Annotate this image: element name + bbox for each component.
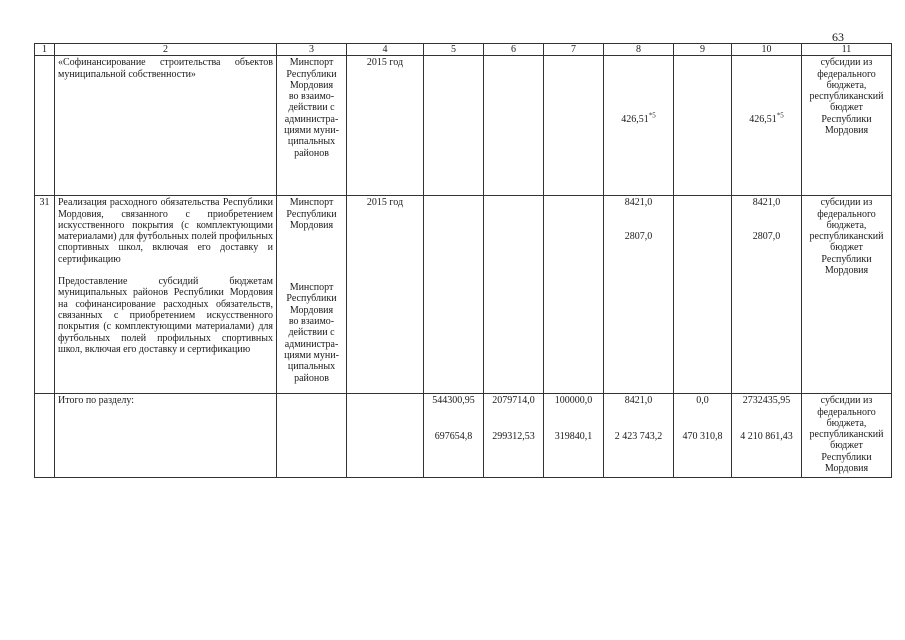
source-line: республиканский — [809, 231, 884, 243]
cell-value: 426,51 — [621, 114, 649, 126]
row-executor — [277, 196, 347, 394]
column-header: 2 — [55, 44, 277, 56]
column-header: 6 — [484, 44, 544, 56]
executor-line: администра- — [284, 113, 339, 125]
row-period — [347, 394, 424, 478]
column-header: 1 — [35, 44, 55, 56]
cell-col9 — [674, 56, 732, 196]
executor-line: районов — [294, 372, 329, 384]
executor-line: ципальных — [287, 361, 336, 373]
cell-col8 — [604, 394, 674, 478]
cell-value: 8421,0 — [752, 197, 781, 209]
table-row — [35, 196, 892, 394]
source-line: федерального — [817, 406, 876, 418]
footnote-mark: *5 — [648, 111, 656, 120]
table-row-total — [35, 394, 892, 478]
executor-line: Минспорт — [289, 197, 334, 209]
row-description — [55, 196, 277, 394]
description-paragraph: Реализация расходного обязательства Республики Мордовия, связанного с приобретением искусственного покрытия (с комплектующими материалами) для футбольных полей профильных спортивных школ, включая его доставку и сертификацию — [58, 197, 273, 265]
cell-col5 — [424, 394, 484, 478]
cell-col7 — [544, 56, 604, 196]
executor-line: во взаимо- — [288, 316, 335, 328]
cell-col8 — [604, 56, 674, 196]
executor-line: Мордовия — [289, 304, 334, 316]
cell-value: 2732435,95 — [742, 395, 791, 407]
description-paragraph: Предоставление субсидий бюджетам муниципальных районов Республики Мордовия на софинансирование расходных обязательств, связанных с приобретением искусственного покрытия (с комплектующими материалами) для футбольных полей профильных спортивных школ, включая его доставку и сертификацию — [58, 276, 273, 355]
cell-value: 4 210 861,43 — [740, 430, 793, 442]
cell-value: 426,51 — [749, 114, 777, 126]
source-line: федерального — [817, 68, 876, 80]
source-line: бюджет — [830, 242, 863, 254]
source-line: бюджет — [830, 440, 863, 452]
row-number — [35, 394, 55, 478]
row-executor — [277, 56, 347, 196]
source-line: Республики — [821, 451, 872, 463]
executor-line: Республики — [286, 68, 337, 80]
cell-value: 470 310,8 — [682, 430, 723, 442]
executor-line: Республики — [286, 208, 337, 220]
cell-col10 — [732, 196, 802, 394]
cell-value: 8421,0 — [624, 197, 653, 209]
cell-col10 — [732, 56, 802, 196]
executor-line: районов — [294, 147, 329, 159]
row-executor — [277, 394, 347, 478]
source-line: Мордовия — [824, 265, 869, 277]
page-number: 63 — [832, 30, 844, 44]
executor-line: ципальных — [287, 136, 336, 148]
source-line: Мордовия — [824, 463, 869, 475]
cell-value: 100000,0 — [554, 395, 593, 407]
column-header: 11 — [802, 44, 892, 56]
source-line: бюджета, — [826, 417, 867, 429]
executor-line: Мордовия — [289, 79, 334, 91]
cell-value: 2807,0 — [752, 230, 781, 242]
executor-line: действии с — [288, 102, 335, 114]
cell-col7 — [544, 394, 604, 478]
cell-col5 — [424, 56, 484, 196]
row-number: 31 — [35, 196, 55, 394]
column-header: 4 — [347, 44, 424, 56]
source-line: бюджет — [830, 102, 863, 114]
source-line: федерального — [817, 208, 876, 220]
cell-col10 — [732, 394, 802, 478]
column-header: 10 — [732, 44, 802, 56]
table-row — [35, 56, 892, 196]
cell-value: 0,0 — [696, 395, 709, 407]
cell-value: 8421,0 — [624, 395, 653, 407]
budget-table — [34, 43, 892, 478]
executor-line: Республики — [286, 293, 337, 305]
cell-col5 — [424, 196, 484, 394]
cell-col8 — [604, 196, 674, 394]
executor-line: во взаимо- — [288, 91, 335, 103]
cell-col7 — [544, 196, 604, 394]
cell-value: 319840,1 — [554, 430, 593, 442]
column-header: 8 — [604, 44, 674, 56]
row-funding-source — [802, 56, 892, 196]
source-line: Республики — [821, 253, 872, 265]
row-number — [35, 56, 55, 196]
executor-line: Минспорт — [289, 282, 334, 294]
cell-value: 2807,0 — [624, 230, 653, 242]
row-funding-source — [802, 196, 892, 394]
row-funding-source — [802, 394, 892, 478]
source-line: республиканский — [809, 429, 884, 441]
cell-value: 299312,53 — [492, 430, 535, 442]
column-header: 5 — [424, 44, 484, 56]
cell-value: 2079714,0 — [492, 395, 535, 407]
executor-line: действии с — [288, 327, 335, 339]
source-line: субсидии из — [820, 57, 873, 69]
row-description: Итого по разделу: — [55, 394, 277, 478]
source-line: субсидии из — [820, 197, 873, 209]
row-period: 2015 год — [347, 196, 424, 394]
source-line: бюджета, — [826, 219, 867, 231]
executor-line: Мордовия — [289, 219, 334, 231]
executor-line: циями муни- — [284, 349, 339, 361]
column-header: 9 — [674, 44, 732, 56]
row-description: «Софинансирование строительства объектов муниципальной собственности» — [55, 56, 277, 196]
executor-line: циями муни- — [284, 125, 339, 137]
column-header: 3 — [277, 44, 347, 56]
cell-col6 — [484, 56, 544, 196]
cell-col6 — [484, 394, 544, 478]
row-period: 2015 год — [347, 56, 424, 196]
cell-col9 — [674, 196, 732, 394]
cell-col9 — [674, 394, 732, 478]
cell-value: 2 423 743,2 — [614, 430, 663, 442]
footnote-mark: *5 — [776, 111, 784, 120]
cell-col6 — [484, 196, 544, 394]
executor-line: администра- — [284, 338, 339, 350]
executor-line: Минспорт — [289, 57, 334, 69]
column-header: 7 — [544, 44, 604, 56]
table-header-row — [35, 44, 892, 56]
source-line: бюджета, — [826, 79, 867, 91]
source-line: республиканский — [809, 91, 884, 103]
source-line: субсидии из — [820, 395, 873, 407]
cell-value: 697654,8 — [434, 430, 473, 442]
source-line: Республики — [821, 113, 872, 125]
cell-value: 544300,95 — [432, 395, 475, 407]
source-line: Мордовия — [824, 125, 869, 137]
